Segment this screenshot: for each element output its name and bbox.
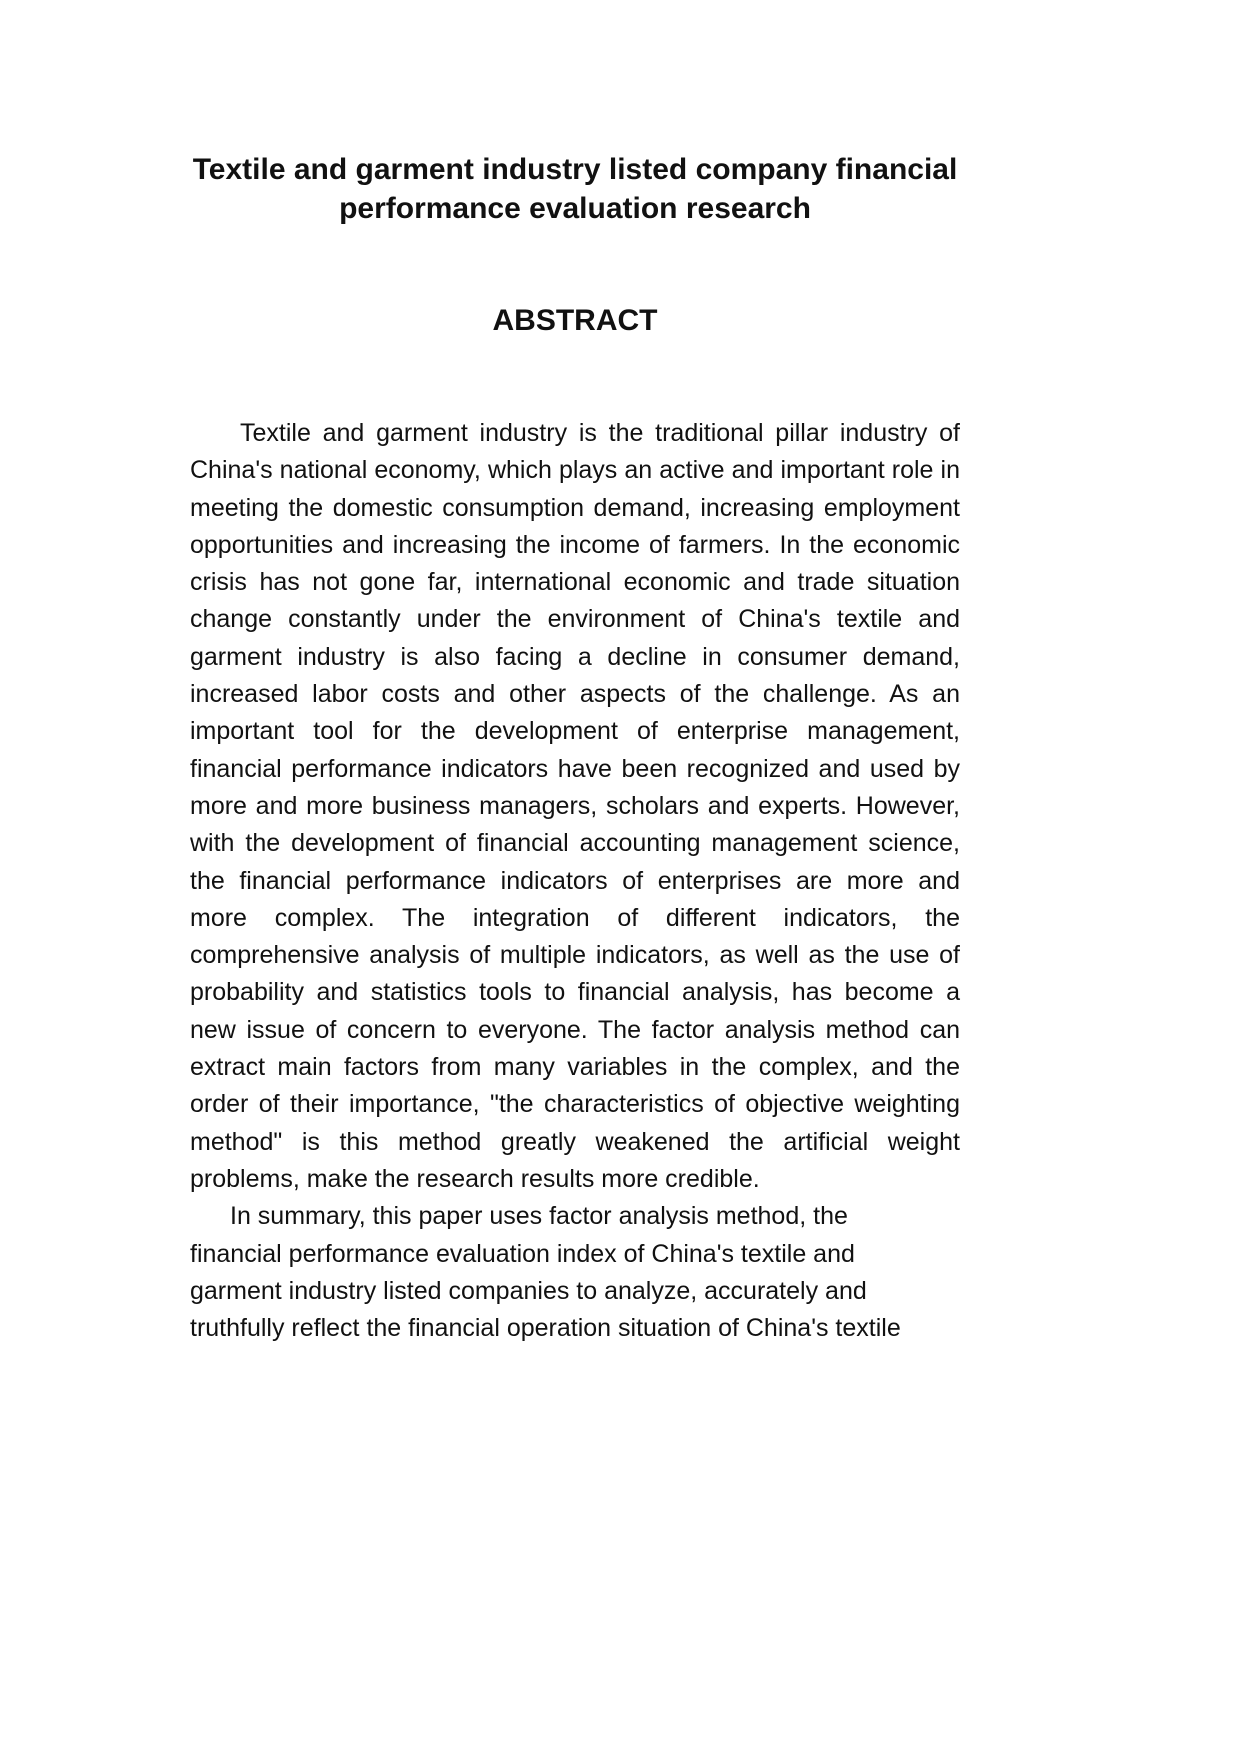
abstract-paragraph-1: Textile and garment industry is the traditional pillar industry of China's national economy, which plays an active and important role in meeting the domestic consumption demand, increasing employment opportunities and increasing the income of farmers. In the economic crisis has not gone far, international economic and trade situation change constantly under the environment of China's textile and garment industry is also facing a decline in consumer demand, increased labor costs and other aspects of the challenge. As an important tool for the development of enterprise management, financial performance indicators have been recognized and used by more and more business managers, scholars and experts. However, with the development of financial accounting management science, the financial performance indicators of enterprises are more and more complex. The integration of different indicators, the comprehensive analysis of multiple indicators, as well as the use of probability and statistics tools to financial analysis, has become a new issue of concern to everyone. The factor analysis method can extract main factors from many variables in the complex, and the order of their importance, "the characteristics of objective weighting method" is this method greatly weakened the artificial weight problems, make the research results more credible. xyxy=(190,419,960,1193)
document-title: Textile and garment industry listed company financial performance evaluation research xyxy=(192,153,958,225)
abstract-paragraph-2: In summary, this paper uses factor analysis method, the financial performance evaluation index of China's textile and garment industry listed companies to analyze, accurately and truthfully reflect the financial operation situation of China's textile xyxy=(190,1202,901,1343)
section-heading-abstract: ABSTRACT xyxy=(492,304,658,337)
abstract-body xyxy=(190,415,960,1347)
